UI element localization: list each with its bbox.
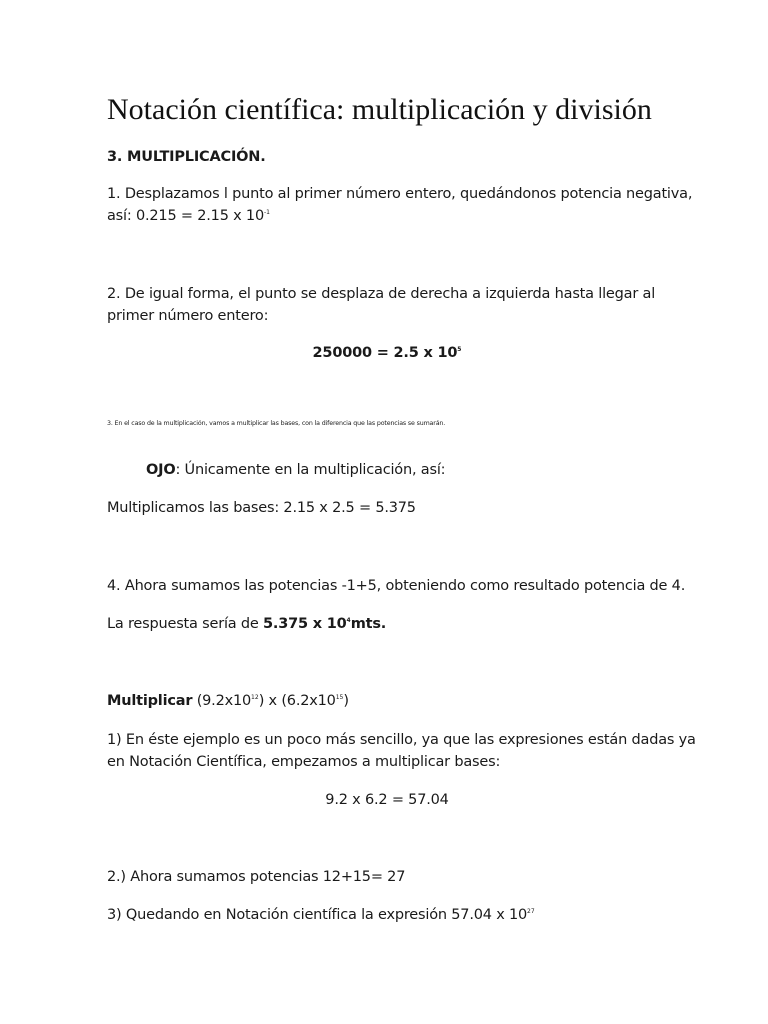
example-2-part-1: (9.2x10 xyxy=(192,693,252,709)
ojo-note xyxy=(146,459,706,481)
answer-prefix: La respuesta sería de xyxy=(107,616,264,632)
example-2-step-1-line-1: 1) En éste ejemplo es un poco más sencillo, ya que las expresiones están dadas ya xyxy=(107,732,696,748)
example-2-step-2: 2.) Ahora sumamos potencias 12+15= 27 xyxy=(107,869,406,885)
example-2-step-1 xyxy=(107,729,696,773)
ojo-text: : Únicamente en la multiplicación, así: xyxy=(175,462,446,478)
equation-1-exponent: 5 xyxy=(457,346,462,353)
answer-line xyxy=(107,613,667,635)
step-1-paragraph xyxy=(107,183,693,227)
example-2-step-3-exponent: 27 xyxy=(527,908,535,915)
answer-value: 5.375 x 10 xyxy=(263,616,347,632)
answer-exponent: 4 xyxy=(346,617,351,624)
page-title: Notación científica: multiplicación y división xyxy=(107,93,652,126)
ojo-label: OJO xyxy=(146,462,176,478)
step-2-paragraph xyxy=(107,283,667,327)
equation-1-base: 250000 = 2.5 x 10 xyxy=(312,345,458,361)
example-2-step-3 xyxy=(107,904,667,926)
equation-2: 9.2 x 6.2 = 57.04 xyxy=(325,792,449,808)
example-2-exponent-1: 12 xyxy=(251,694,259,701)
step-1-line-2 xyxy=(107,205,687,227)
step-1-equation-base: así: 0.215 = 2.15 x 10 xyxy=(107,208,264,224)
example-2-exponent-2: 15 xyxy=(335,694,344,701)
example-2-label: Multiplicar xyxy=(107,693,193,709)
step-3-small-text: 3. En el caso de la multiplicación, vamos a multiplicar las bases, con la diferencia que las potencias se sumarán. xyxy=(107,420,446,427)
bases-line: Multiplicamos las bases: 2.15 x 2.5 = 5.375 xyxy=(107,500,416,516)
example-2-step-1-line-2: en Notación Científica, empezamos a multiplicar bases: xyxy=(107,754,501,770)
step-4-paragraph: 4. Ahora sumamos las potencias -1+5, obteniendo como resultado potencia de 4. xyxy=(107,578,686,594)
equation-1 xyxy=(107,342,667,364)
step-2-line-2: primer número entero: xyxy=(107,308,269,324)
example-2-part-3: ) xyxy=(343,693,349,709)
answer-unit: mts. xyxy=(350,616,387,632)
step-2-line-1: 2. De igual forma, el punto se desplaza de derecha a izquierda hasta llegar al xyxy=(107,286,656,302)
step-1-exponent: -1 xyxy=(263,209,270,216)
example-2-part-2: ) x (6.2x10 xyxy=(258,693,336,709)
example-2-step-3-base: 3) Quedando en Notación científica la expresión 57.04 x 10 xyxy=(107,907,528,923)
step-1-line-1: 1. Desplazamos l punto al primer número entero, quedándonos potencia negativa, xyxy=(107,186,693,202)
example-2-heading xyxy=(107,690,667,712)
section-heading: 3. MULTIPLICACIÓN. xyxy=(107,149,266,165)
